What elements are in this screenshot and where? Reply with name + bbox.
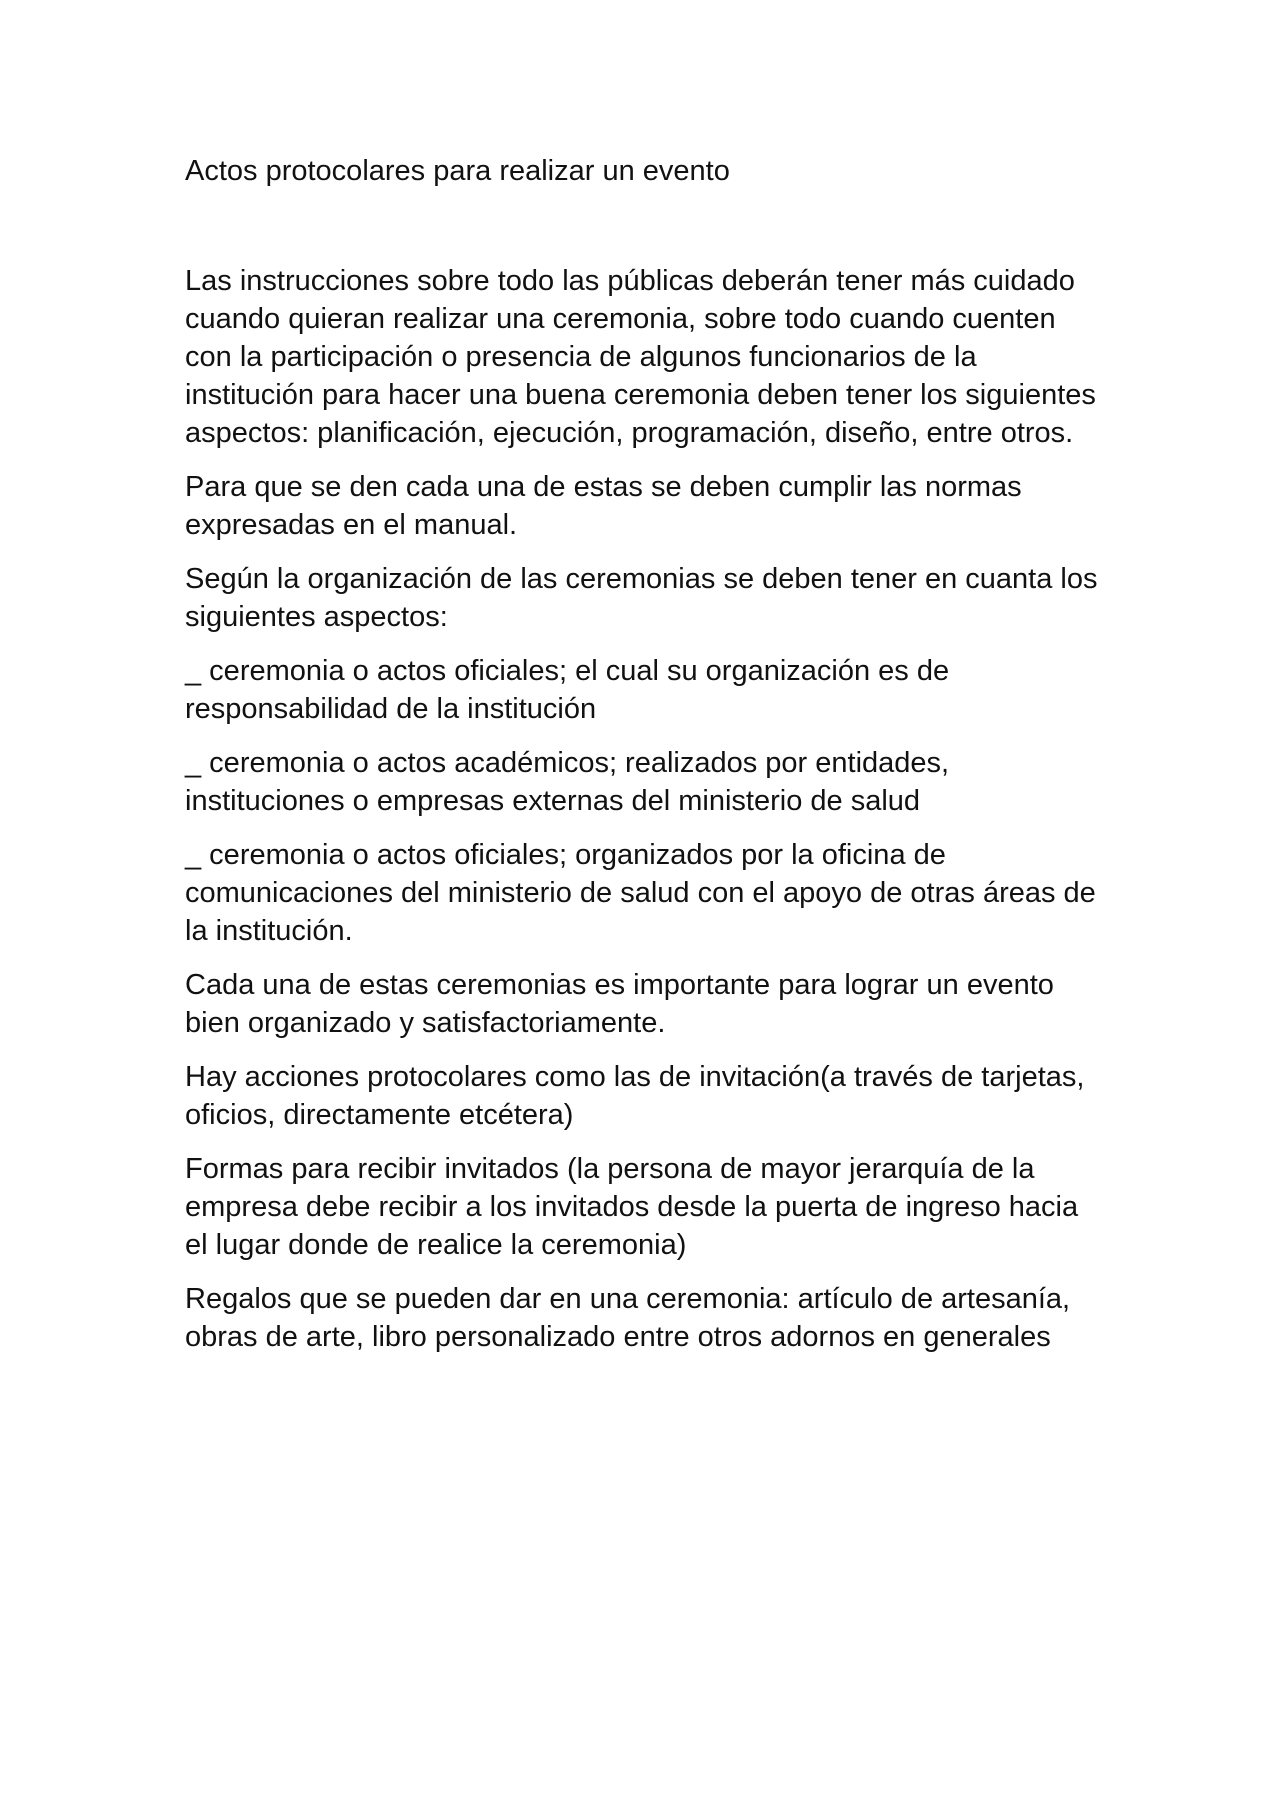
paragraph: Cada una de estas ceremonias es importante para lograr un evento bien organizado y satisfactoriamente. — [185, 969, 1054, 1039]
paragraph: Las instrucciones sobre todo las públicas deberán tener más cuidado cuando quieran realizar una ceremonia, sobre todo cuando cuenten con la participación o presencia de algunos funcionarios de la institución para hacer una buena ceremonia deben tener los siguientes aspectos: planificación, ejecución, programación, diseño, entre otros. — [185, 265, 1096, 449]
document-title: Actos protocolares para realizar un evento — [185, 155, 730, 187]
document-body — [185, 262, 1105, 1372]
paragraph: Formas para recibir invitados (la persona de mayor jerarquía de la empresa debe recibir a los invitados desde la puerta de ingreso hacia el lugar donde de realice la ceremonia) — [185, 1153, 1079, 1261]
list-item: _ ceremonia o actos oficiales; organizados por la oficina de comunicaciones del ministerio de salud con el apoyo de otras áreas de la institución. — [185, 839, 1096, 947]
list-item: _ ceremonia o actos académicos; realizados por entidades, instituciones o empresas externas del ministerio de salud — [185, 747, 950, 817]
paragraph: Para que se den cada una de estas se deben cumplir las normas expresadas en el manual. — [185, 471, 1022, 541]
paragraph: Según la organización de las ceremonias se deben tener en cuanta los siguientes aspectos: — [185, 563, 1098, 633]
paragraph: Hay acciones protocolares como las de invitación(a través de tarjetas, oficios, directamente etcétera) — [185, 1061, 1085, 1131]
list-item: _ ceremonia o actos oficiales; el cual su organización es de responsabilidad de la institución — [185, 655, 950, 725]
paragraph: Regalos que se pueden dar en una ceremonia: artículo de artesanía, obras de arte, libro personalizado entre otros adornos en generales — [185, 1283, 1071, 1353]
